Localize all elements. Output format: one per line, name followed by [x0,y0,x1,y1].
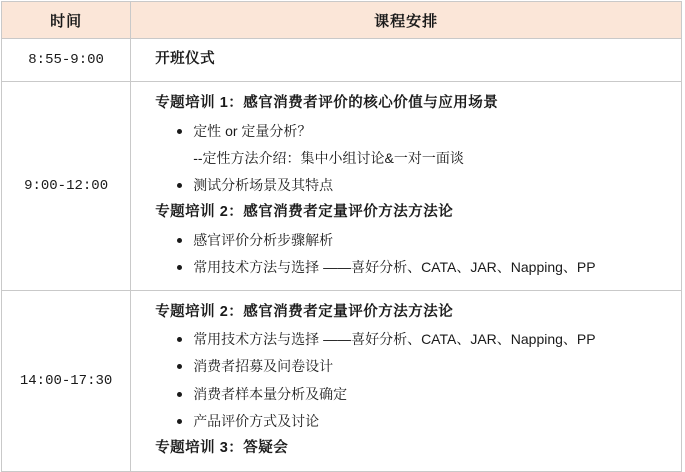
list-item: 消费者招募及问卷设计 [177,353,671,380]
session-heading: 专题培训 3：答疑会 [155,440,289,457]
list-item: 常用技术方法与选择 ——喜好分析、CATA、JAR、Napping、PP [177,254,671,281]
course-schedule-table [1,1,682,472]
cell-content [131,290,682,471]
cell-time: 14:00-17:30 [2,290,131,471]
session-heading: 开班仪式 [155,51,216,68]
list-item: 测试分析场景及其特点 [177,172,671,199]
session-heading: 专题培训 2：感官消费者定量评价方法方法论 [155,204,454,221]
table-row [2,82,682,291]
list-item-note: --定性方法介绍：集中小组讨论&一对一面谈 [193,149,464,166]
table-header [2,2,682,39]
topic-list [155,227,671,282]
session-heading: 专题培训 2：感官消费者定量评价方法方法论 [155,303,454,320]
cell-time: 9:00-12:00 [2,82,131,291]
list-item: 定性 or 定量分析？ [177,118,671,145]
table-body [2,39,682,472]
cell-time: 8:55-9:00 [2,39,131,82]
list-item: 常用技术方法与选择 ——喜好分析、CATA、JAR、Napping、PP [177,326,671,353]
list-item: 产品评价方式及讨论 [177,408,671,435]
table-row [2,39,682,82]
table-header-row [2,2,682,39]
table-row [2,290,682,471]
column-header-content: 课程安排 [131,2,682,39]
column-header-time: 时间 [2,2,131,39]
cell-content [131,82,682,291]
list-item: 感官评价分析步骤解析 [177,227,671,254]
list-item: 消费者样本量分析及确定 [177,381,671,408]
session-heading: 专题培训 1：感官消费者评价的核心价值与应用场景 [155,95,499,111]
cell-content [131,39,682,82]
topic-list [155,118,671,200]
topic-list [155,326,671,435]
